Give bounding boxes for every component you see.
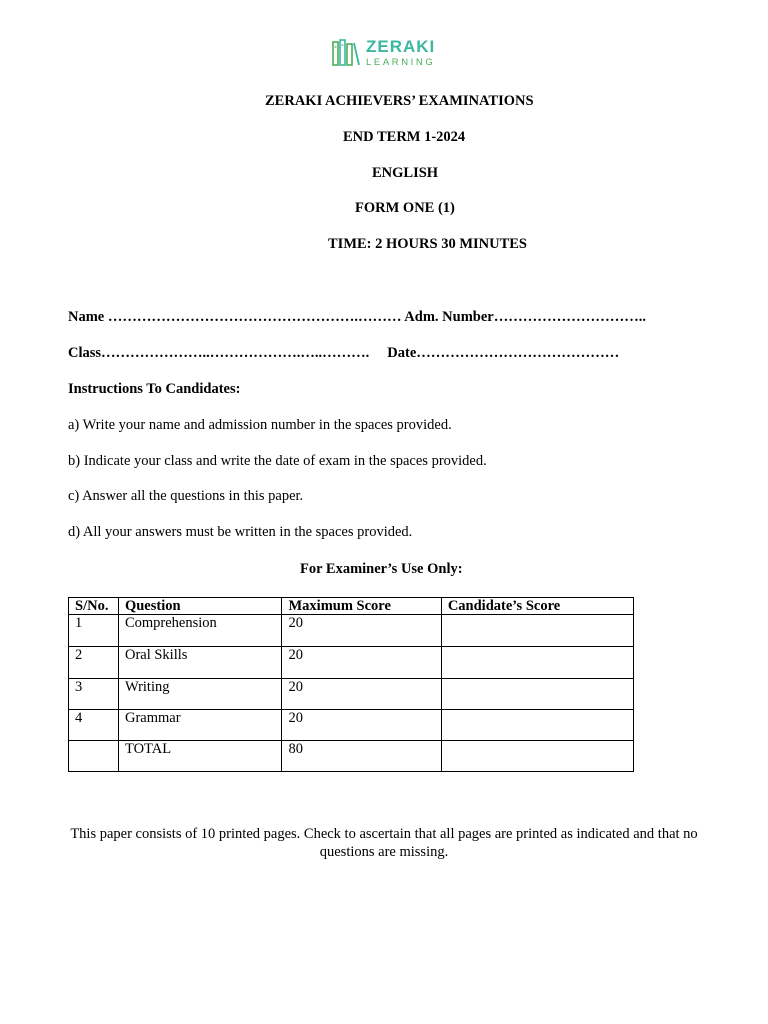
cell-candidate-score[interactable] (441, 710, 633, 741)
table-row (69, 710, 634, 741)
cell-candidate-score[interactable] (441, 741, 633, 772)
logo-subtitle: LEARNING (366, 57, 436, 68)
subject-title: ENGLISH (372, 165, 439, 181)
exam-term: END TERM 1-2024 (343, 129, 466, 145)
cell-question: Grammar (118, 710, 282, 741)
cell-question: Oral Skills (118, 647, 282, 679)
logo-name: ZERAKI (366, 37, 436, 56)
table-row (69, 647, 634, 679)
cell-sno: 4 (69, 710, 119, 741)
instructions-title: Instructions To Candidates: (68, 381, 241, 397)
cell-sno: 2 (69, 647, 119, 679)
instruction-item: c) Answer all the questions in this paper. (68, 488, 304, 504)
score-table (68, 597, 634, 772)
header-sno: S/No. (69, 598, 119, 615)
table-row (69, 679, 634, 710)
cell-question: Comprehension (118, 615, 282, 647)
cell-candidate-score[interactable] (441, 679, 633, 710)
examiner-use-title: For Examiner’s Use Only: (300, 561, 463, 577)
exam-time: TIME: 2 HOURS 30 MINUTES (328, 236, 527, 252)
header-max-score: Maximum Score (282, 598, 441, 615)
class-label: Class…………………..……………….…..………. (68, 345, 370, 361)
name-adm-label: Name …………………………………………….……… Adm. Number………………………….. (68, 309, 646, 325)
cell-question: Writing (118, 679, 282, 710)
exam-series-title: ZERAKI ACHIEVERS’ EXAMINATIONS (265, 93, 534, 109)
form-level: FORM ONE (1) (355, 200, 455, 216)
table-row (69, 615, 634, 647)
name-adm-field-row (68, 309, 646, 326)
instruction-item: d) All your answers must be written in the spaces provided. (68, 524, 413, 540)
cell-sno: 3 (69, 679, 119, 710)
cell-max-score: 20 (282, 679, 441, 710)
page-count-note: This paper consists of 10 printed pages. Check to ascertain that all pages are printed as indicated and that no questions are missing. (70, 826, 698, 860)
cell-candidate-score[interactable] (441, 615, 633, 647)
cell-max-score: 20 (282, 710, 441, 741)
header-question: Question (118, 598, 282, 615)
cell-max-score: 20 (282, 615, 441, 647)
header-candidate-score: Candidate’s Score (441, 598, 633, 615)
cell-max-score: 20 (282, 647, 441, 679)
table-row-total (69, 741, 634, 772)
books-icon (331, 39, 361, 67)
zeraki-logo (331, 38, 435, 68)
cell-sno (69, 741, 119, 772)
cell-question: TOTAL (118, 741, 282, 772)
cell-candidate-score[interactable] (441, 647, 633, 679)
cell-max-score: 80 (282, 741, 441, 772)
cell-sno: 1 (69, 615, 119, 647)
instruction-item: b) Indicate your class and write the date of exam in the spaces provided. (68, 453, 487, 469)
instruction-item: a) Write your name and admission number in the spaces provided. (68, 417, 452, 433)
table-header-row (69, 598, 634, 615)
class-date-field-row (68, 345, 619, 362)
date-label: Date…………………………………… (387, 345, 620, 361)
